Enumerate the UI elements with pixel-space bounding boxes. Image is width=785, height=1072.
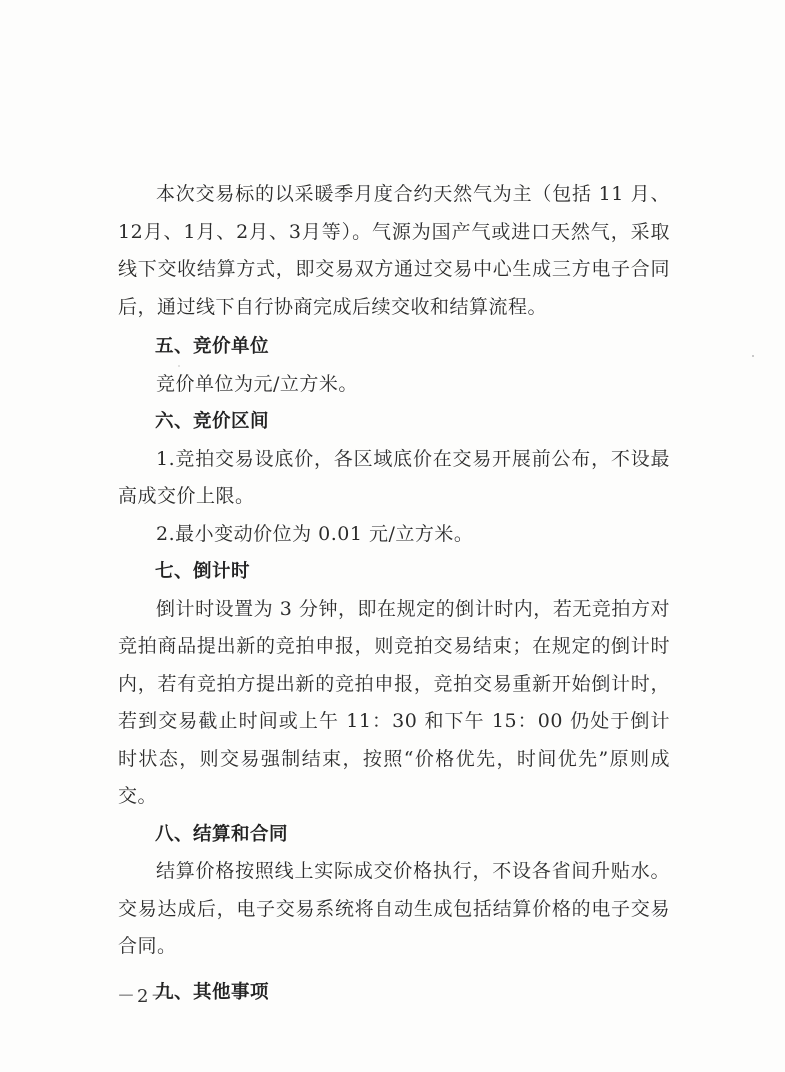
section-6-heading: 六、竞价区间 [155, 411, 270, 432]
section-8-heading: 八、结算和合同 [155, 823, 289, 845]
section-9-heading: 九、其他事项 [155, 981, 270, 1003]
scan-speck [178, 365, 180, 367]
document-body [118, 176, 670, 1011]
section-5-body: 竞价单位为元/立方米。 [156, 372, 358, 395]
section-7-body: 倒计时设置为 3 分钟，即在规定的倒计时内，若无竞拍方对竞拍商品提出新的竞拍申报，则竞拍交易结束；在规定的倒计时内，若有竞拍方提出新的竞拍申报，竞拍交易重新开始倒计时，若到交易截止时间或上午 11：30 和下午 15：00 仍处于倒计时状态，则交易强制结束，按照“价格优先，时间优先”原则成交。 [118, 597, 670, 807]
scan-speck [752, 355, 754, 357]
section-5-heading: 五、竞价单位 [155, 336, 270, 357]
section-8-body: 结算价格按照线上实际成交价格执行，不设各省间升贴水。交易达成后，电子交易系统将自动生成包括结算价格的电子交易合同。 [118, 860, 670, 957]
page-number: －2－ [117, 986, 171, 1007]
section-7-heading: 七、倒计时 [155, 561, 251, 582]
section-6-item-1: 1.竞拍交易设底价，各区域底价在交易开展前公布，不设最高成交价上限。 [118, 447, 670, 507]
intro-paragraph: 本次交易标的以采暖季月度合约天然气为主（包括 11 月、12月、1月、2月、3月等）。气源为国产气或进口天然气，采取线下交收结算方式，即交易双方通过交易中心生成三方电子合同后，通过线下自行协商完成后续交收和结算流程。 [118, 183, 670, 318]
section-6-item-2: 2.最小变动价位为 0.01 元/立方米。 [156, 522, 474, 545]
